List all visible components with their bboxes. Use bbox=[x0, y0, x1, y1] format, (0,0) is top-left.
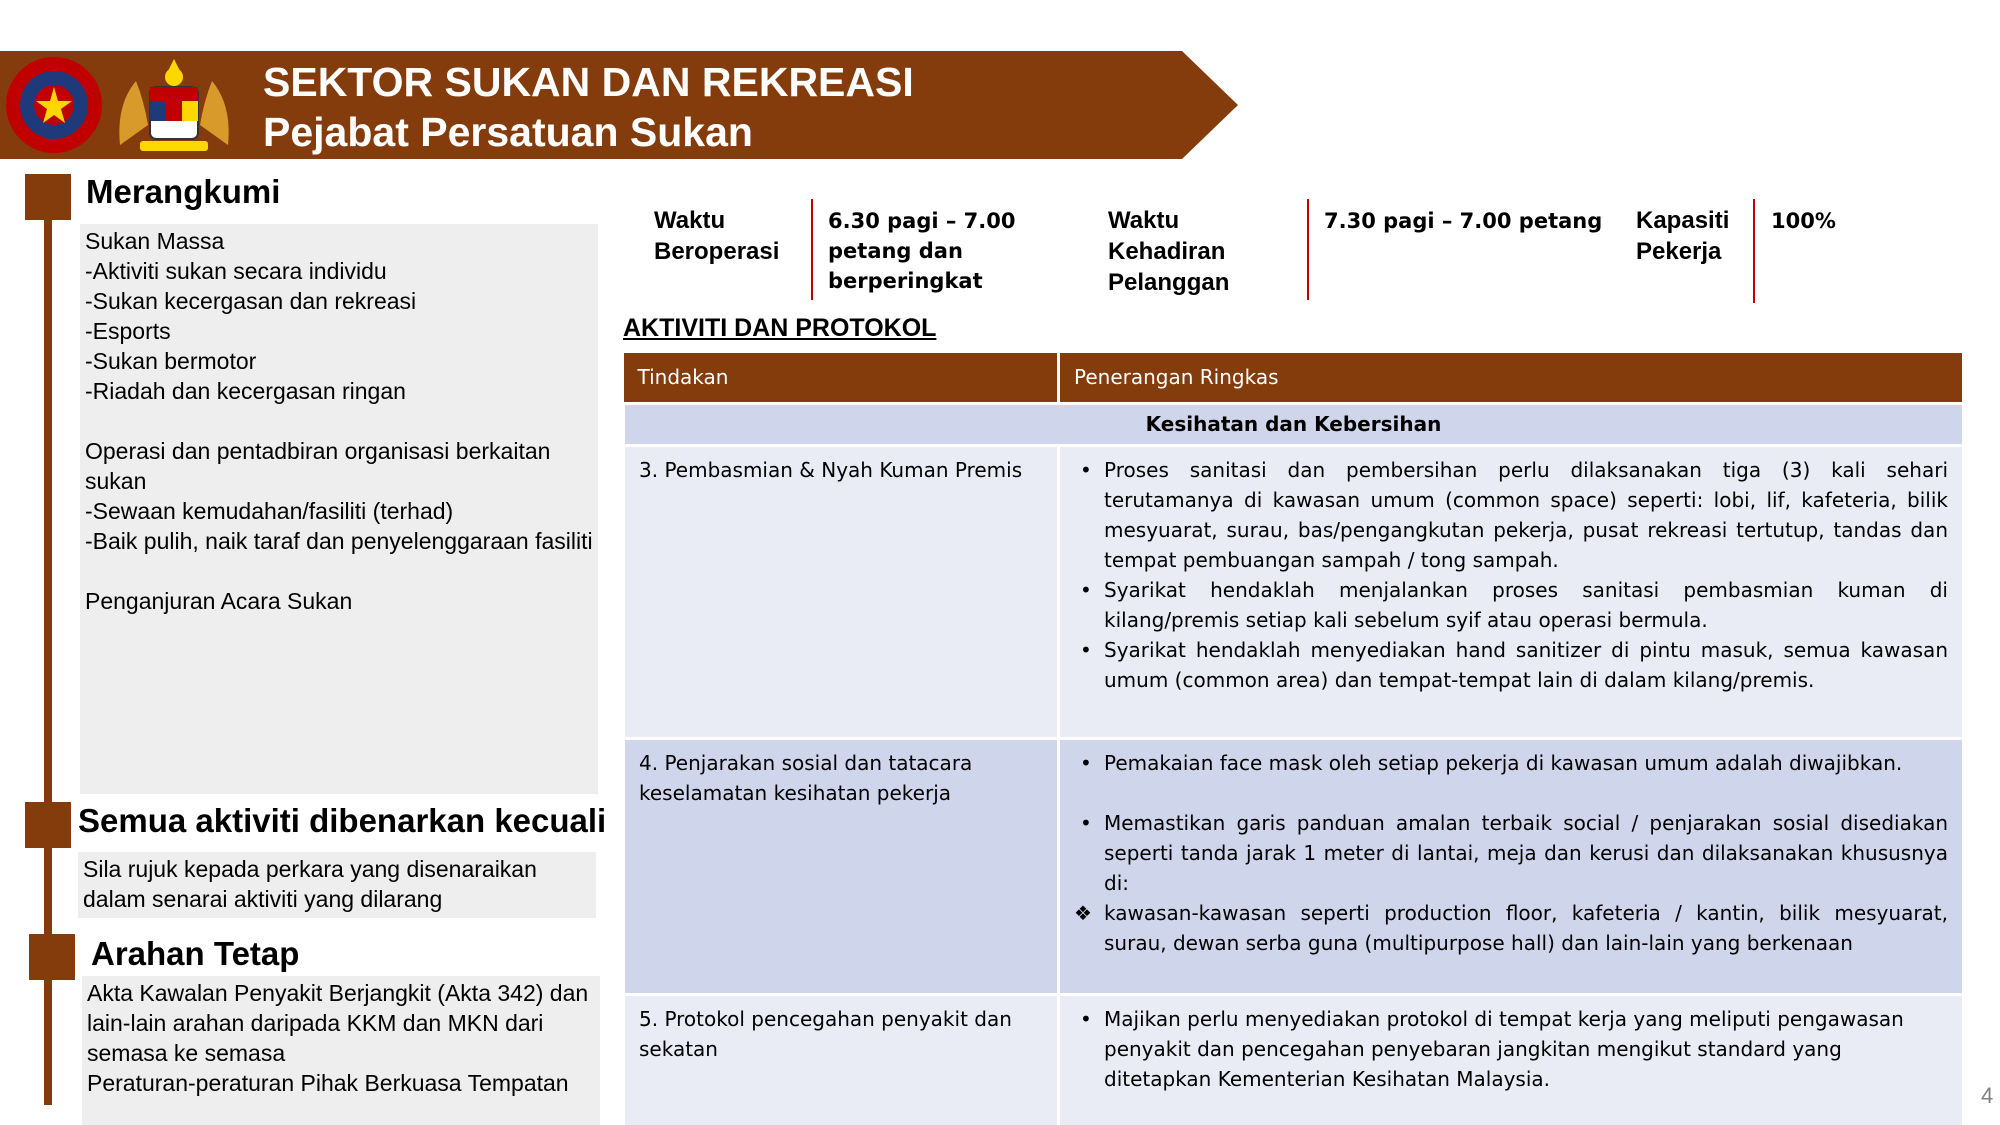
waktu-kehadiran-value: 7.30 pagi – 7.00 petang bbox=[1324, 209, 1603, 233]
merangkumi-line: Sukan Massa bbox=[85, 228, 225, 254]
description-cell bbox=[1059, 994, 1964, 1125]
separator-line bbox=[1753, 199, 1755, 303]
banner-title: SEKTOR SUKAN DAN REKREASI bbox=[263, 59, 914, 105]
page-number: 4 bbox=[1981, 1083, 1994, 1108]
action-cell: 3. Pembasmian & Nyah Kuman Premis bbox=[624, 445, 1059, 738]
table-row bbox=[624, 738, 1964, 994]
separator-line bbox=[1307, 199, 1309, 300]
merangkumi-line: -Riadah dan kecergasan ringan bbox=[85, 378, 406, 404]
merangkumi-line: -Aktiviti sukan secara individu bbox=[85, 258, 387, 284]
banner-subtitle: Pejabat Persatuan Sukan bbox=[263, 109, 753, 155]
arahan-line: Akta Kawalan Penyakit Berjangkit (Akta 342) dan lain-lain arahan daripada KKM dan MKN dari semasa ke semasa bbox=[87, 980, 589, 1066]
group-heading: Kesihatan dan Kebersihan bbox=[624, 403, 1964, 445]
merangkumi-line: -Baik pulih, naik taraf dan penyelenggaraan fasiliti bbox=[85, 528, 593, 554]
nsc-logo-icon bbox=[4, 55, 104, 155]
description-cell bbox=[1059, 738, 1964, 994]
timeline-marker bbox=[25, 802, 71, 848]
kapasiti-label: Kapasiti Pekerja bbox=[1636, 207, 1730, 265]
merangkumi-heading: Merangkumi bbox=[86, 173, 281, 210]
table-row bbox=[624, 994, 1964, 1125]
bullet-point: • Pemakaian face mask oleh setiap pekerja di kawasan umum adalah diwajibkan. bbox=[1074, 748, 1948, 778]
bullet-point: • Majikan perlu menyediakan protokol di tempat kerja yang meliputi pengawasan penyakit dan pencegahan penyebaran jangkitan mengikut standard yang ditetapkan Kementerian Kesihatan Malaysia. bbox=[1074, 1004, 1948, 1094]
column-header-tindakan: Tindakan bbox=[624, 353, 1059, 403]
separator-line bbox=[811, 199, 813, 300]
arahan-line: Peraturan-peraturan Pihak Berkuasa Tempatan bbox=[87, 1070, 569, 1096]
header-banner bbox=[0, 51, 1240, 159]
bullet-point: • Syarikat hendaklah menyediakan hand sanitizer di pintu masuk, semua kawasan umum (common area) dan tempat-tempat lain di dalam kilang/premis. bbox=[1074, 635, 1948, 695]
merangkumi-line: -Sewaan kemudahan/fasiliti (terhad) bbox=[85, 498, 454, 524]
waktu-beroperasi-value: 6.30 pagi – 7.00 petang dan berperingkat bbox=[828, 209, 1016, 293]
merangkumi-line: Operasi dan pentadbiran organisasi berkaitan sukan bbox=[85, 438, 551, 494]
arahan-heading: Arahan Tetap bbox=[91, 935, 300, 972]
kecuali-box bbox=[78, 852, 596, 918]
coat-of-arms-icon bbox=[110, 55, 238, 155]
protocol-table bbox=[622, 353, 1965, 1125]
table-row bbox=[624, 445, 1964, 738]
kapasiti-value: 100% bbox=[1771, 209, 1836, 233]
merangkumi-line: -Sukan bermotor bbox=[85, 348, 257, 374]
merangkumi-line: Penganjuran Acara Sukan bbox=[85, 588, 353, 614]
bullet-point: • Proses sanitasi dan pembersihan perlu dilaksanakan tiga (3) kali sehari terutamanya di kawasan umum (common space) seperti: lobi, lif, kafeteria, bilik mesyuarat, surau, bas/pengangkutan pekerja, pusat rekreasi tertutup, tandas dan tempat pembuangan sampah / tong sampah. bbox=[1074, 455, 1948, 575]
diamond-bullet-point: ❖ kawasan-kawasan seperti production floor, kafeteria / kantin, bilik mesyuarat, surau, dewan serba guna (multipurpose hall) dan lain-lain yang berkenaan bbox=[1074, 898, 1948, 958]
merangkumi-line: -Esports bbox=[85, 318, 171, 344]
timeline-marker bbox=[29, 934, 75, 980]
bullet-point: • Syarikat hendaklah menjalankan proses sanitasi pembasmian kuman di kilang/premis setiap kali sebelum syif atau operasi bermula. bbox=[1074, 575, 1948, 635]
line-gap bbox=[85, 406, 593, 436]
activity-title: AKTIVITI DAN PROTOKOL bbox=[623, 314, 937, 342]
merangkumi-box bbox=[80, 224, 598, 794]
kecuali-text: Sila rujuk kepada perkara yang disenaraikan dalam senarai aktiviti yang dilarang bbox=[83, 856, 537, 912]
description-cell bbox=[1059, 445, 1964, 738]
kecuali-heading: Semua aktiviti dibenarkan kecuali bbox=[78, 802, 607, 839]
waktu-beroperasi-label: Waktu Beroperasi bbox=[654, 207, 780, 265]
line-gap bbox=[85, 556, 593, 586]
waktu-kehadiran-label: Waktu Kehadiran Pelanggan bbox=[1108, 207, 1230, 296]
bullet-point: • Memastikan garis panduan amalan terbaik social / penjarakan sosial disediakan seperti tanda jarak 1 meter di lantai, meja dan kerusi dan dilaksanakan khususnya di: bbox=[1074, 808, 1948, 898]
timeline-marker bbox=[25, 174, 71, 220]
arahan-box bbox=[82, 976, 600, 1125]
column-header-penerangan: Penerangan Ringkas bbox=[1059, 353, 1964, 403]
action-cell: 5. Protokol pencegahan penyakit dan sekatan bbox=[624, 994, 1059, 1125]
action-cell: 4. Penjarakan sosial dan tatacara keselamatan kesihatan pekerja bbox=[624, 738, 1059, 994]
merangkumi-line: -Sukan kecergasan dan rekreasi bbox=[85, 288, 417, 314]
